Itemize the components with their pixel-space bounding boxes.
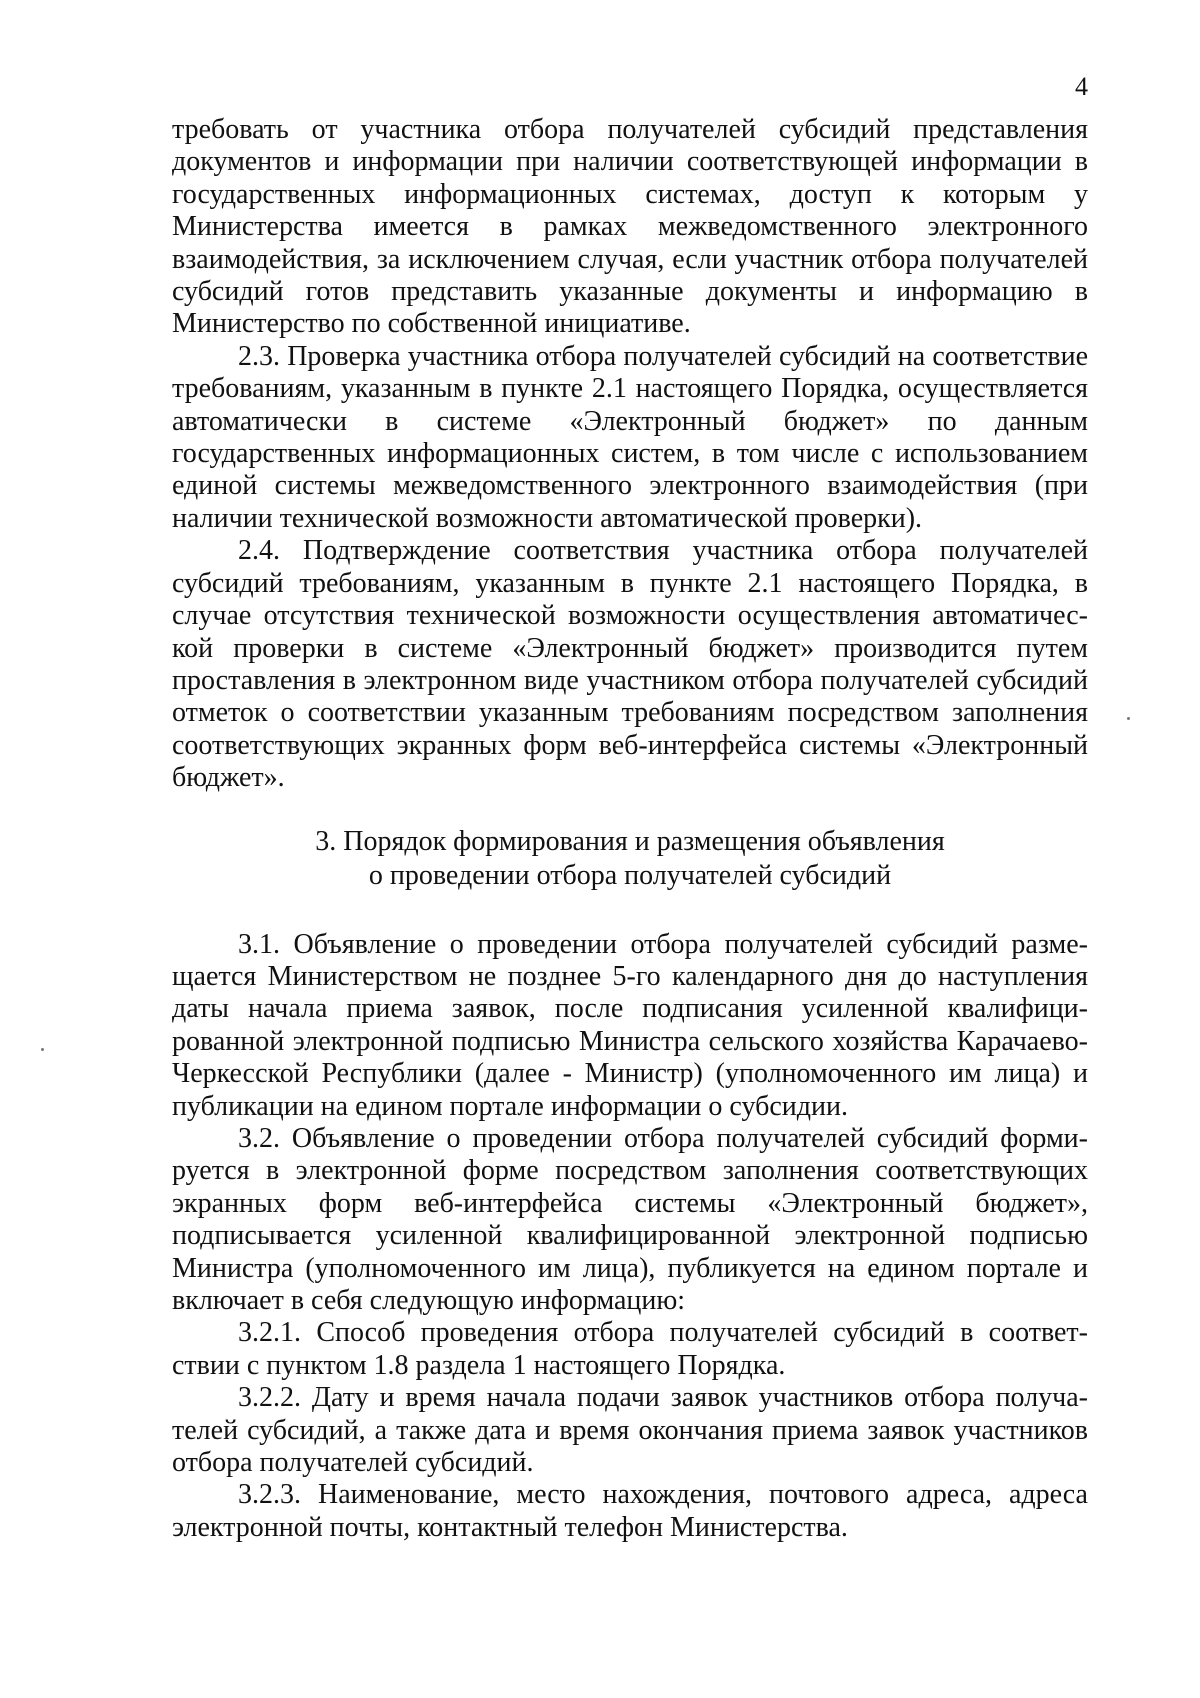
section-3-heading	[172, 825, 1088, 893]
scan-speck	[41, 1048, 44, 1051]
paragraph-2-4: 2.4. Подтверждение соответствия участника отбора получателей субсидий требованиям, указанным в пункте 2.1 настоящего Порядка, в случае отсутствия технической возможности осуществления автоматической проверки в системе «Электронный бюджет» производится путем проставления в электронном виде участником отбора получателей субсидий отметок о соответствии указанным требованиям посредством заполнения соответствующих экранных форм веб-интерфейса системы «Электронный бюджет».	[172, 535, 1088, 794]
page-number: 4	[1075, 72, 1088, 101]
paragraph-3-2-3: 3.2.3. Наименование, место нахождения, почтового адреса, адреса электронной почты, контактный телефон Министерства.	[172, 1479, 1088, 1543]
paragraph-3-2-2: 3.2.2. Дату и время начала подачи заявок участников отбора получателей субсидий, а также дата и время окончания приема заявок участников отбора получателей субсидий.	[172, 1382, 1088, 1479]
paragraph-2-3: 2.3. Проверка участника отбора получателей субсидий на соответствие требованиям, указанным в пункте 2.1 настоящего Порядка, осуществляется автоматически в системе «Электронный бюджет» по данным государственных информационных систем, в том числе с использованием единой системы межведомственного электронного взаимодействия (при наличии технической возможности автоматической проверки).	[172, 340, 1088, 534]
scan-speck	[1127, 717, 1130, 720]
paragraph-3-2-1: 3.2.1. Способ проведения отбора получателей субсидий в соответствии с пунктом 1.8 раздела 1 настоящего Порядка.	[172, 1317, 1088, 1381]
section-heading-line-1: 3. Порядок формирования и размещения объявления	[315, 825, 945, 857]
paragraph-3-2: 3.2. Объявление о проведении отбора получателей субсидий формируется в электронной форме посредством заполнения соответствующих экранных форм веб-интерфейса системы «Электронный бюджет», подписывается усиленной квалифицированной электронной подписью Министра (уполномоченного им лица), публикуется на едином портале и включает в себя следующую информацию:	[172, 1122, 1088, 1316]
section-heading-line-2: о проведении отбора получателей субсидий	[368, 859, 892, 891]
paragraph-3-1: 3.1. Объявление о проведении отбора получателей субсидий размещается Министерством не позднее 5-го календарного дня до наступления даты начала приема заявок, после подписания усиленной квалифицированной электронной подписью Министра сельского хозяйства Карачаево-Черкесской Республики (далее - Министр) (уполномоченного им лица) и публикации на едином портале информации о субсидии.	[172, 928, 1088, 1122]
document-body	[172, 114, 1088, 1544]
paragraph-continuation: требовать от участника отбора получателей субсидий представления документов и информации при наличии соответствующей информации в государственных информационных системах, доступ к которым у Министерства имеется в рамках межведомственного электронного взаимодействия, за исключением случая, если участник отбора получателей субсидий готов представить указанные документы и информацию в Министерство по собственной инициативе.	[172, 114, 1088, 340]
